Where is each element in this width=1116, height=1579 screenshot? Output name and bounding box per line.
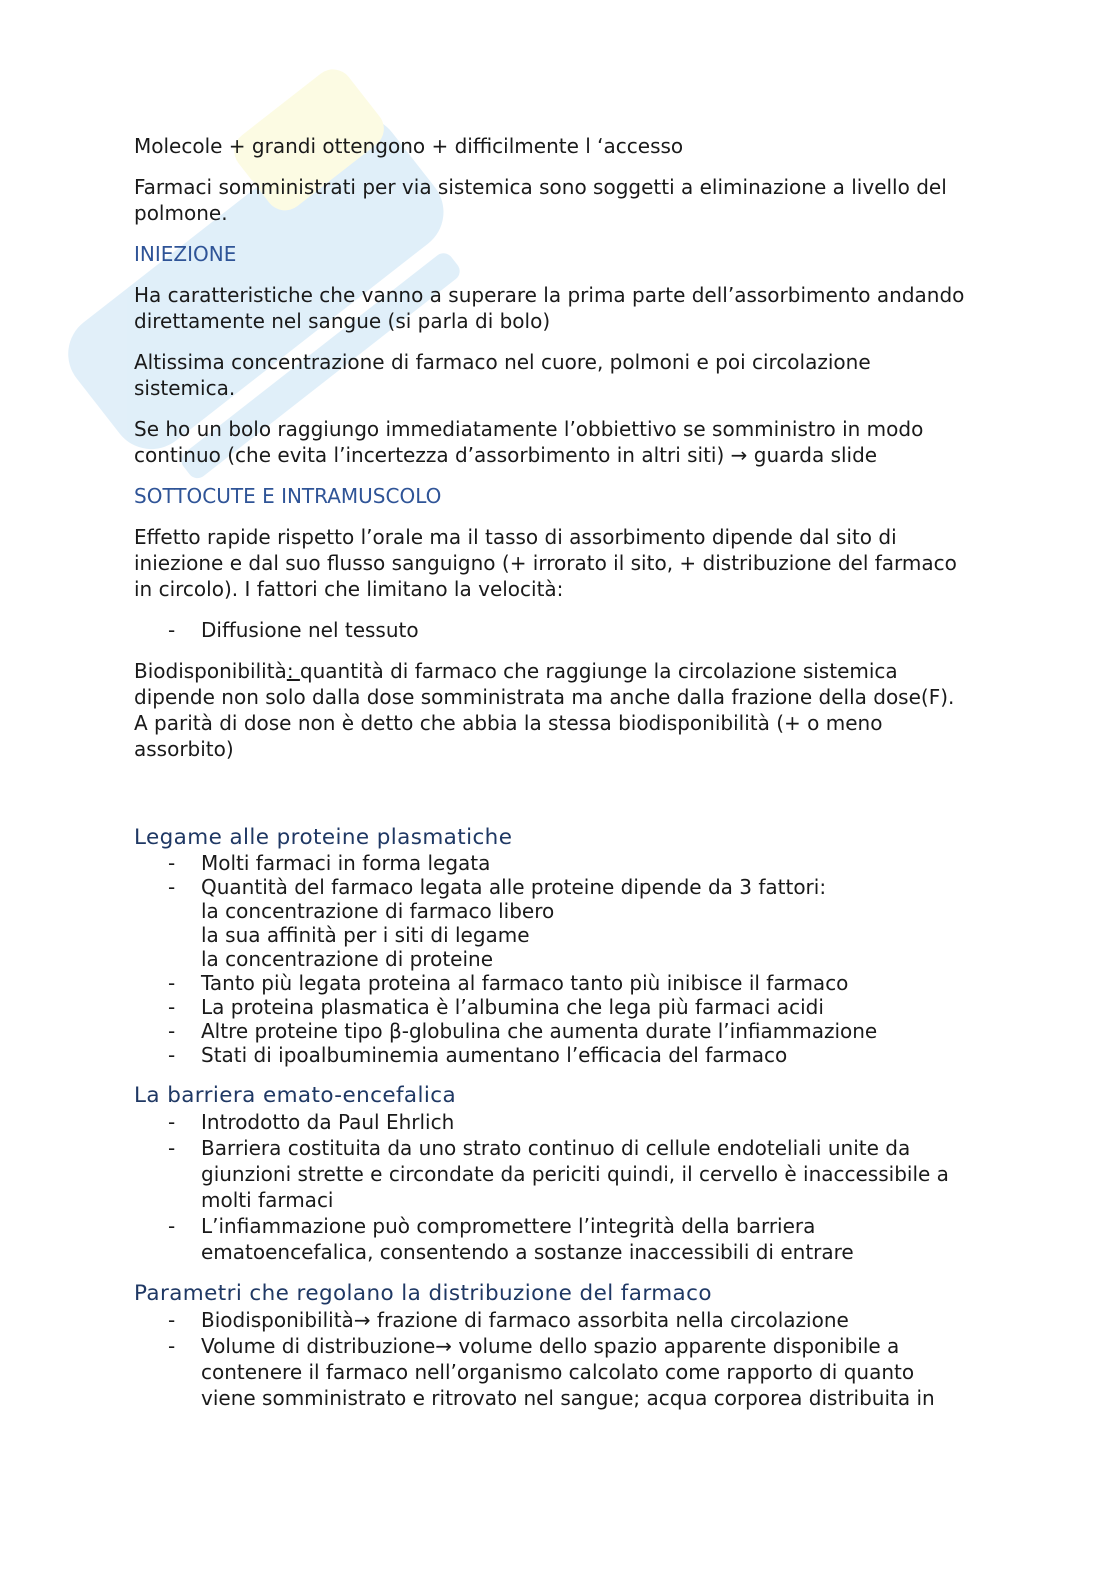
- list-item: [134, 875, 974, 971]
- paragraph: Se ho un bolo raggiungo immediatamente l’obbiettivo se somministro in modo continuo (che evita l’incertezza d’assorbimento in altri siti) → guarda slide: [134, 417, 924, 467]
- paragraph: Altissima concentrazione di farmaco nel cuore, polmoni e poi circolazione sistemica.: [134, 350, 871, 400]
- bullet-list: [134, 1109, 974, 1265]
- list-subline: la sua affinità per i siti di legame: [201, 923, 530, 947]
- list-item: - Diffusione nel tessuto: [134, 617, 974, 643]
- bullet-list: [134, 851, 974, 1067]
- list-item: - Biodisponibilità→ frazione di farmaco assorbita nella circolazione: [134, 1307, 974, 1333]
- list-item: - Barriera costituita da uno strato continuo di cellule endoteliali unite da giunzioni strette e circondate da periciti quindi, il cervello è inaccessibile a molti farmaci: [134, 1135, 974, 1213]
- section-heading-legame: Legame alle proteine plasmatiche: [134, 825, 513, 850]
- paragraph: Molecole + grandi ottengono + difficilmente l ‘accesso: [134, 134, 684, 158]
- list-item: - Volume di distribuzione→ volume dello spazio apparente disponibile a contenere il farmaco nell’organismo calcolato come rapporto di quanto viene somministrato e ritrovato nel sangue; acqua corporea distribuita in: [134, 1333, 974, 1411]
- list-item: - Stati di ipoalbuminemia aumentano l’efficacia del farmaco: [134, 1043, 974, 1067]
- section-parametri: [134, 1280, 974, 1411]
- paragraph: Farmaci somministrati per via sistemica sono soggetti a eliminazione a livello del polmone.: [134, 175, 947, 225]
- list-item: - L’infiammazione può compromettere l’integrità della barriera ematoencefalica, consentendo a sostanze inaccessibili di entrare: [134, 1213, 974, 1265]
- term-colon: :: [286, 659, 300, 683]
- list-subline: la concentrazione di proteine: [201, 947, 494, 971]
- paragraph-biodisponibilita: [134, 658, 974, 762]
- list-item: - Tanto più legata proteina al farmaco tanto più inibisce il farmaco: [134, 971, 974, 995]
- bullet-list: [134, 1307, 974, 1411]
- list-item: - Altre proteine tipo β-globulina che aumenta durate l’infiammazione: [134, 1019, 974, 1043]
- list-item: - Molti farmaci in forma legata: [134, 851, 974, 875]
- section-barriera: [134, 1082, 974, 1265]
- document-page: [134, 133, 974, 1426]
- section-heading-iniezione: INIEZIONE: [134, 242, 237, 266]
- list-item-main: - Quantità del farmaco legata alle proteine dipende da 3 fattori:: [201, 875, 827, 899]
- paragraph: Ha caratteristiche che vanno a superare la prima parte dell’assorbimento andando direttamente nel sangue (si parla di bolo): [134, 283, 965, 333]
- list-item: - Introdotto da Paul Ehrlich: [134, 1109, 974, 1135]
- list-item: - La proteina plasmatica è l’albumina che lega più farmaci acidi: [134, 995, 974, 1019]
- section-heading-sottocute: SOTTOCUTE E INTRAMUSCOLO: [134, 484, 442, 508]
- definition: quantità di farmaco che raggiunge la circolazione sistemica dipende non solo dalla dose somministrata ma anche dalla frazione della dose(F). A parità di dose non è detto che abbia la stessa biodisponibilità (+ o meno assorbito): [134, 659, 955, 761]
- section-heading-parametri: Parametri che regolano la distribuzione del farmaco: [134, 1281, 712, 1306]
- section-legame: [134, 824, 974, 1067]
- list-subline: la concentrazione di farmaco libero: [201, 899, 555, 923]
- paragraph: Effetto rapide rispetto l’orale ma il tasso di assorbimento dipende dal sito di iniezione e dal suo flusso sanguigno (+ irrorato il sito, + distribuzione del farmaco in circolo). I fattori che limitano la velocità:: [134, 525, 957, 601]
- term: Biodisponibilità: [134, 659, 287, 683]
- bullet-list: [134, 617, 974, 643]
- section-heading-barriera: La barriera emato-encefalica: [134, 1083, 457, 1108]
